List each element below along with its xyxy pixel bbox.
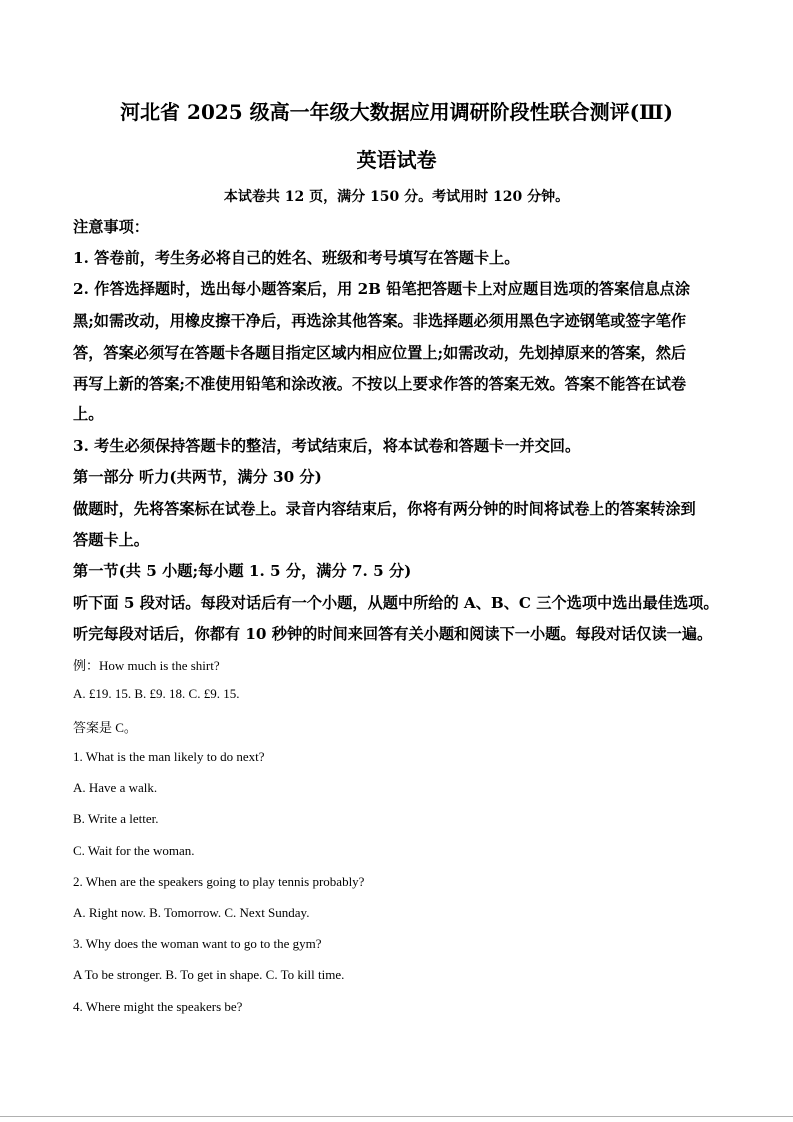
- question-2: 2. When are the speakers going to play tennis probably?: [73, 874, 365, 889]
- section1-heading: 第一节(共 5 小题;每小题 1. 5 分，满分 7. 5 分): [73, 562, 412, 580]
- question-4: 4. Where might the speakers be?: [73, 999, 243, 1014]
- question-3: 3. Why does the woman want to go to the gym?: [73, 936, 322, 951]
- example-question: 例：How much is the shirt?: [73, 658, 220, 673]
- section1-instructions-line-2: 听完每段对话后，你都有 10 秒钟的时间来回答有关小题和阅读下一小题。每段对话仅读一遍。: [73, 625, 713, 643]
- question-1-option-c: C. Wait for the woman.: [73, 843, 195, 858]
- exam-info: 本试卷共 12 页，满分 150 分。考试用时 120 分钟。: [223, 189, 570, 205]
- notice-item-1: 1. 答卷前，考生务必将自己的姓名、班级和考号填写在答题卡上。: [73, 249, 520, 267]
- example-answer: 答案是 C。: [73, 720, 137, 735]
- notice-item-2-line-4: 再写上新的答案;不准使用铅笔和涂改液。不按以上要求作答的答案无效。答案不能答在试卷: [73, 375, 687, 393]
- section1-instructions-line-1: 听下面 5 段对话。每段对话后有一个小题，从题中所给的 A、B、C 三个选项中选出最佳选项。: [73, 594, 719, 612]
- notice-item-2-line-2: 黑;如需改动，用橡皮擦干净后，再选涂其他答案。非选择题必须用黑色字迹钢笔或签字笔作: [73, 312, 687, 330]
- example-options: A. £19. 15. B. £9. 18. C. £9. 15.: [73, 686, 240, 701]
- question-2-options: A. Right now. B. Tomorrow. C. Next Sunday.: [73, 905, 310, 920]
- part1-heading: 第一部分 听力(共两节，满分 30 分): [73, 468, 322, 486]
- notice-item-2-line-3: 答，答案必须写在答题卡各题目指定区域内相应位置上;如需改动，先划掉原来的答案，然后: [73, 344, 687, 362]
- question-3-options: A To be stronger. B. To get in shape. C. To kill time.: [73, 967, 345, 982]
- page-bottom-divider: [0, 1116, 793, 1117]
- notice-heading: 注意事项：: [73, 218, 149, 236]
- notice-item-3: 3. 考生必须保持答题卡的整洁，考试结束后，将本试卷和答题卡一并交回。: [73, 437, 581, 455]
- notice-item-2-line-1: 2. 作答选择题时，选出每小题答案后，用 2B 铅笔把答题卡上对应题目选项的答案信息点涂: [73, 280, 691, 298]
- question-1-option-b: B. Write a letter.: [73, 811, 159, 826]
- exam-title: 河北省 2025 级高一年级大数据应用调研阶段性联合测评(Ⅲ): [120, 100, 673, 124]
- part1-desc-line-1: 做题时，先将答案标在试卷上。录音内容结束后，你将有两分钟的时间将试卷上的答案转涂到: [73, 500, 696, 518]
- question-1-option-a: A. Have a walk.: [73, 780, 158, 795]
- notice-item-2-line-5: 上。: [73, 405, 104, 423]
- exam-subtitle: 英语试卷: [356, 148, 437, 172]
- question-1: 1. What is the man likely to do next?: [73, 749, 265, 764]
- part1-desc-line-2: 答题卡上。: [73, 531, 149, 549]
